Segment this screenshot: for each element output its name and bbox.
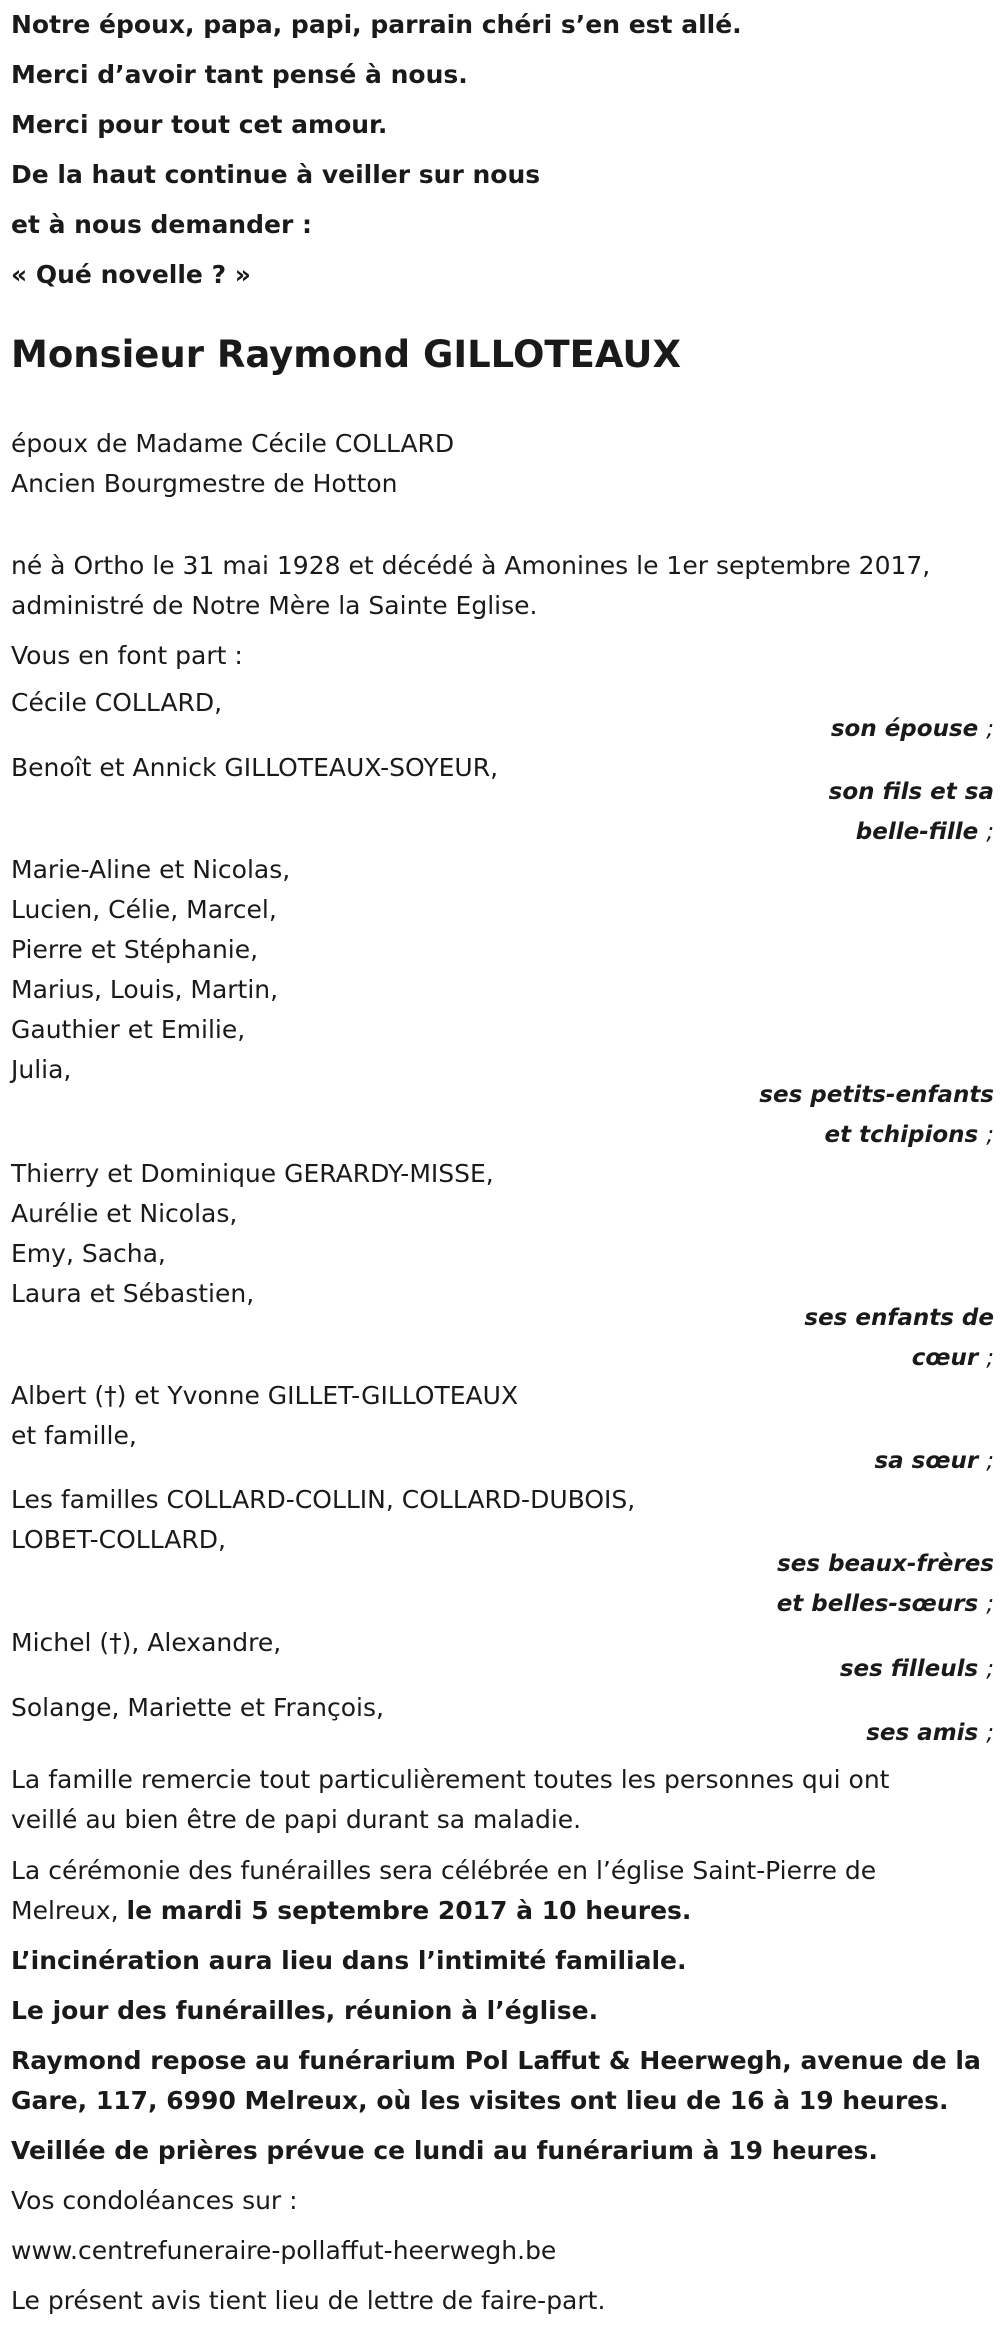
relation-label: ses petits-enfants: [759, 1082, 994, 1108]
family-line: Emy, Sacha,: [11, 1239, 166, 1268]
birth-line: né à Ortho le 31 mai 1928 et décédé à Amonines le 1er septembre 2017,: [11, 551, 931, 580]
family-line: Marius, Louis, Martin,: [11, 975, 279, 1004]
relation-label: ses beaux-frères: [777, 1551, 994, 1577]
deceased-name: Monsieur Raymond GILLOTEAUX: [11, 333, 681, 376]
veillee-line: Veillée de prières prévue ce lundi au funérarium à 19 heures.: [11, 2136, 878, 2165]
family-line: Aurélie et Nicolas,: [11, 1199, 238, 1228]
family-line: Benoît et Annick GILLOTEAUX-SOYEUR,: [11, 753, 499, 782]
family-line: Les familles COLLARD-COLLIN, COLLARD-DUBOIS,: [11, 1485, 636, 1514]
repose-line: Gare, 117, 6990 Melreux, où les visites ont lieu de 16 à 19 heures.: [11, 2086, 949, 2115]
thanks-line: La famille remercie tout particulièrement toutes les personnes qui ont: [11, 1765, 890, 1794]
family-line: Michel (†), Alexandre,: [11, 1628, 282, 1657]
relation-label: ses amis ;: [866, 1720, 994, 1746]
family-line: Marie-Aline et Nicolas,: [11, 855, 291, 884]
family-line: Thierry et Dominique GERARDY-MISSE,: [11, 1159, 494, 1188]
relation-label: ses enfants de: [804, 1305, 994, 1331]
thanks-line: veillé au bien être de papi durant sa maladie.: [11, 1805, 582, 1834]
relation-label: cœur ;: [911, 1345, 994, 1371]
relation-label: son épouse ;: [830, 716, 994, 742]
family-line: et famille,: [11, 1421, 137, 1450]
family-line: Julia,: [11, 1055, 72, 1084]
family-line: Albert (†) et Yvonne GILLET-GILLOTEAUX: [11, 1381, 519, 1410]
relation-label: et tchipions ;: [824, 1122, 994, 1148]
relation-label: sa sœur ;: [874, 1448, 994, 1474]
family-line: Cécile COLLARD,: [11, 688, 223, 717]
footer-note: Le présent avis tient lieu de lettre de faire-part.: [11, 2286, 606, 2315]
incineration-line: L’incinération aura lieu dans l’intimité familiale.: [11, 1946, 687, 1975]
announce-line: Vous en font part :: [11, 641, 243, 670]
intro-line: et à nous demander :: [11, 210, 312, 239]
church-line: administré de Notre Mère la Sainte Eglise.: [11, 591, 538, 620]
role-line: Ancien Bourgmestre de Hotton: [11, 469, 398, 498]
family-line: LOBET-COLLARD,: [11, 1525, 226, 1554]
relation-label: ses filleuls ;: [839, 1656, 994, 1682]
family-line: Pierre et Stéphanie,: [11, 935, 259, 964]
relation-label: et belles-sœurs ;: [776, 1591, 994, 1617]
repose-line: Raymond repose au funérarium Pol Laffut & Heerwegh, avenue de la: [11, 2046, 981, 2075]
family-line: Lucien, Célie, Marcel,: [11, 895, 277, 924]
relation-label: belle-fille ;: [855, 819, 994, 845]
intro-line: Merci pour tout cet amour.: [11, 110, 388, 139]
ceremony-line: Melreux, le mardi 5 septembre 2017 à 10 heures.: [11, 1896, 692, 1925]
intro-line: De la haut continue à veiller sur nous: [11, 160, 541, 189]
family-line: Solange, Mariette et François,: [11, 1693, 384, 1722]
relation-label: son fils et sa: [828, 779, 994, 805]
condolences-label: Vos condoléances sur :: [11, 2186, 298, 2215]
ceremony-line: La cérémonie des funérailles sera célébrée en l’église Saint-Pierre de: [11, 1856, 877, 1885]
family-line: Gauthier et Emilie,: [11, 1015, 246, 1044]
intro-line: Merci d’avoir tant pensé à nous.: [11, 60, 468, 89]
intro-line: « Qué novelle ? »: [11, 260, 251, 289]
reunion-line: Le jour des funérailles, réunion à l’église.: [11, 1996, 599, 2025]
family-line: Laura et Sébastien,: [11, 1279, 255, 1308]
intro-line: Notre époux, papa, papi, parrain chéri s’en est allé.: [11, 10, 742, 39]
website-link[interactable]: www.centrefuneraire-pollaffut-heerwegh.be: [11, 2236, 557, 2265]
spouse-line: époux de Madame Cécile COLLARD: [11, 429, 455, 458]
